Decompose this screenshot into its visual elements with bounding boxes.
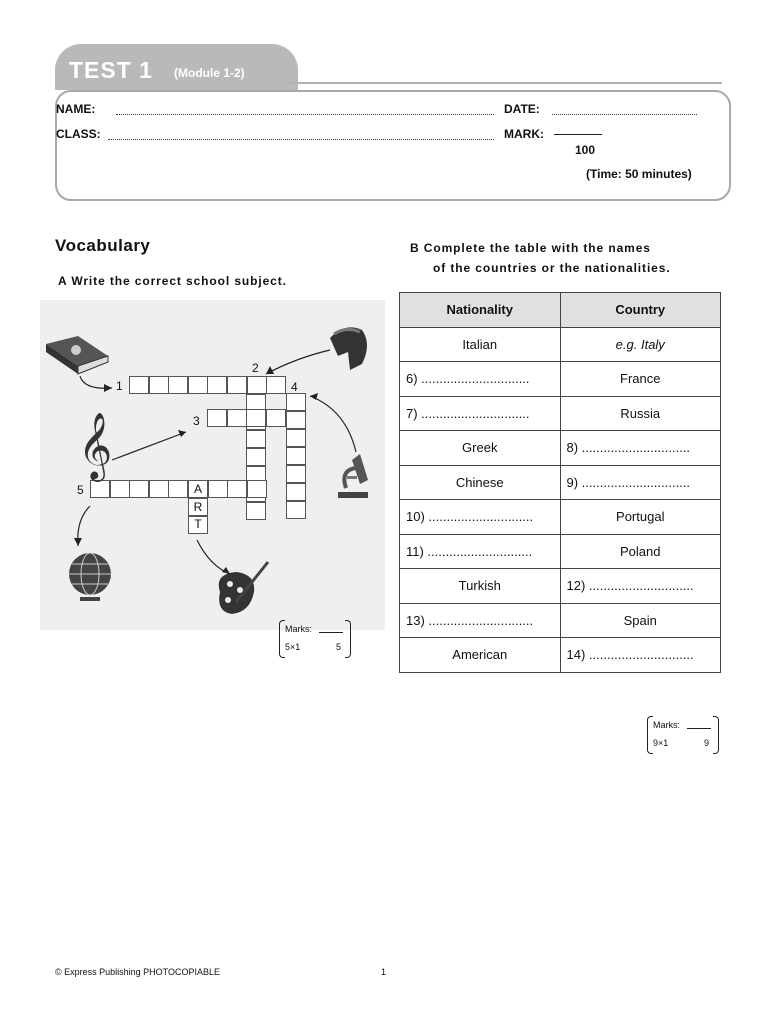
globe-icon bbox=[69, 553, 111, 601]
table-row bbox=[400, 534, 721, 569]
table-row bbox=[400, 396, 721, 431]
helmet-icon bbox=[330, 327, 367, 370]
header-country: Country bbox=[560, 293, 721, 328]
nationality-cell: Greek bbox=[400, 431, 561, 466]
instruction-b-line1: B Complete the table with the names bbox=[410, 241, 651, 255]
instruction-b-line2: of the countries or the nationalities. bbox=[433, 261, 671, 275]
answer-cell-8[interactable]: 8) .............................. bbox=[560, 431, 721, 466]
table-row bbox=[400, 638, 721, 673]
answer-cell-6[interactable]: 6) .............................. bbox=[400, 362, 561, 397]
svg-text:𝄞: 𝄞 bbox=[78, 411, 113, 479]
clue-number-1: 1 bbox=[116, 379, 123, 393]
crossword-arrows bbox=[78, 350, 356, 574]
marks-total-b: 9 bbox=[703, 738, 709, 748]
class-label: CLASS: bbox=[56, 127, 101, 141]
nationality-cell: Italian bbox=[400, 327, 561, 362]
table-row bbox=[400, 431, 721, 466]
answer-cell-11[interactable]: 11) ............................. bbox=[400, 534, 561, 569]
marks-box-a bbox=[279, 620, 351, 658]
clue-number-3: 3 bbox=[193, 414, 200, 428]
test-title: TEST 1 bbox=[69, 57, 153, 83]
letter-a: A bbox=[193, 482, 202, 496]
country-cell: Poland bbox=[560, 534, 721, 569]
table-row bbox=[400, 465, 721, 500]
name-label: NAME: bbox=[56, 102, 96, 116]
example-text: e.g. Italy bbox=[615, 336, 665, 352]
table-row bbox=[400, 362, 721, 397]
treble-clef-icon bbox=[78, 411, 112, 482]
marks-total-a: 5 bbox=[335, 642, 341, 652]
letter-t: T bbox=[194, 517, 202, 531]
time-label: (Time: 50 minutes) bbox=[586, 167, 692, 181]
answer-cell-14[interactable]: 14) ............................. bbox=[560, 638, 721, 673]
marks-points-a: 5×1 bbox=[285, 642, 301, 652]
microscope-icon bbox=[338, 454, 368, 498]
country-cell: France bbox=[560, 362, 721, 397]
clue-number-4: 4 bbox=[291, 380, 298, 394]
clue-number-2: 2 bbox=[252, 361, 259, 375]
marks-box-b bbox=[647, 716, 719, 754]
table-row bbox=[400, 569, 721, 604]
marks-points-b: 9×1 bbox=[653, 738, 669, 748]
letter-r: R bbox=[193, 500, 203, 514]
marks-field-a[interactable] bbox=[319, 632, 343, 633]
answer-cell-10[interactable]: 10) ............................. bbox=[400, 500, 561, 535]
country-cell: Russia bbox=[560, 396, 721, 431]
answer-cell-9[interactable]: 9) .............................. bbox=[560, 465, 721, 500]
nationality-cell: Turkish bbox=[400, 569, 561, 604]
header-nationality: Nationality bbox=[400, 293, 561, 328]
country-cell bbox=[560, 327, 721, 362]
clue-number-5: 5 bbox=[77, 483, 84, 497]
answer-cell-12[interactable]: 12) ............................. bbox=[560, 569, 721, 604]
answer-cell-13[interactable]: 13) ............................. bbox=[400, 603, 561, 638]
marks-field-b[interactable] bbox=[687, 728, 711, 729]
book-icon bbox=[46, 336, 108, 374]
mark-label: MARK: bbox=[504, 127, 544, 141]
page-number: 1 bbox=[381, 967, 387, 977]
mark-total: 100 bbox=[575, 143, 596, 157]
country-cell: Spain bbox=[560, 603, 721, 638]
date-label: DATE: bbox=[504, 102, 540, 116]
nationality-cell: Chinese bbox=[400, 465, 561, 500]
copyright-footer: © Express Publishing PHOTOCOPIABLE bbox=[55, 967, 221, 977]
marks-label-b: Marks: bbox=[653, 720, 680, 730]
marks-label-a: Marks: bbox=[285, 624, 312, 634]
nationality-country-table bbox=[399, 292, 721, 673]
section-title: Vocabulary bbox=[55, 236, 151, 255]
country-cell: Portugal bbox=[560, 500, 721, 535]
answer-cell-7[interactable]: 7) .............................. bbox=[400, 396, 561, 431]
table-row bbox=[400, 603, 721, 638]
nationality-cell: American bbox=[400, 638, 561, 673]
module-label: (Module 1-2) bbox=[174, 66, 245, 80]
table-row bbox=[400, 327, 721, 362]
instruction-a: A Write the correct school subject. bbox=[58, 274, 287, 288]
table-row bbox=[400, 500, 721, 535]
